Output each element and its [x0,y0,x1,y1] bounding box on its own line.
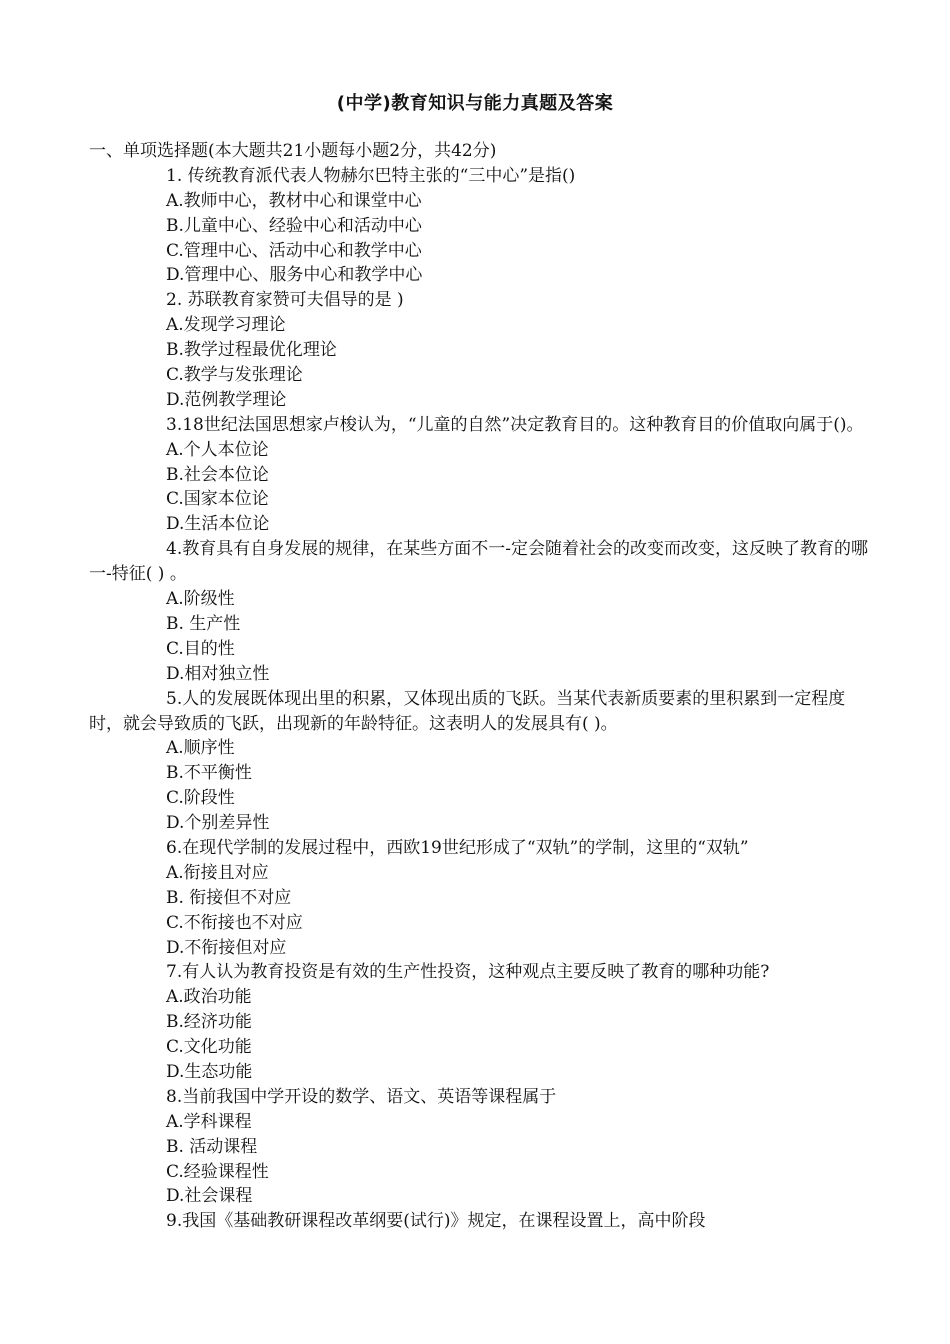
option: C.目的性 [166,638,235,659]
option: B.儿童中心、经验中心和活动中心 [166,215,422,236]
option: D.生活本位论 [166,514,270,535]
option: A.衔接且对应 [166,862,269,883]
option: B.教学过程最优化理论 [166,340,337,361]
option: A.发现学习理论 [166,315,286,336]
question-6: 6.在现代学制的发展过程中，西欧19世纪形成了“双轨”的学制，这里的“双轨” [166,838,749,859]
question-9: 9.我国《基础教研课程改革纲要(试行)》规定，在课程设置上，高中阶段 [166,1211,706,1232]
option: B. 衔接但不对应 [166,887,292,908]
question-2: 2. 苏联教育家赞可夫倡导的是 ) [166,290,404,311]
option: C.管理中心、活动中心和教学中心 [166,240,422,261]
option: B. 生产性 [166,613,241,634]
question-4: 4.教育具有自身发展的规律，在某些方面不一-定会随着社会的改变而改变，这反映了教育的哪一-特征( ) 。 [89,539,868,585]
option: D.不衔接但对应 [166,937,287,958]
option: B. 活动课程 [166,1136,258,1157]
option: A.教师中心，教材中心和课堂中心 [166,190,422,211]
option: A.阶级性 [166,589,235,610]
option: D.个别差异性 [166,813,270,834]
option: D.管理中心、服务中心和教学中心 [166,265,423,286]
option: D.生态功能 [166,1062,253,1083]
option: D.相对独立性 [166,663,270,684]
option: A.政治功能 [166,987,252,1008]
question-5: 5.人的发展既体现出里的积累，又体现出质的飞跃。当某代表新质要素的里积累到一定程度时，就会导致质的飞跃，出现新的年龄特征。这表明人的发展具有( )。 [89,688,846,734]
option: B.社会本位论 [166,464,269,485]
document-body [89,139,869,1234]
option: C.阶段性 [166,788,235,809]
option: C.教学与发张理论 [166,365,303,386]
section-heading: 一、单项选择题(本大题共21小题每小题2分，共42分) [89,141,497,161]
option: C.经验课程性 [166,1161,269,1182]
option: C.不衔接也不对应 [166,912,303,933]
question-8: 8.当前我国中学开设的数学、语文、英语等课程属于 [166,1086,557,1107]
option: D.社会课程 [166,1186,253,1207]
option: A.学科课程 [166,1111,252,1132]
question-1: 1. 传统教育派代表人物赫尔巴特主张的“三中心”是指() [166,165,576,186]
option: B.不平衡性 [166,763,252,784]
option: C.国家本位论 [166,489,269,510]
question-7: 7.有人认为教育投资是有效的生产性投资，这种观点主要反映了教育的哪种功能? [166,962,770,983]
option: B.经济功能 [166,1012,252,1033]
option: A.顺序性 [166,738,235,759]
option: D.范例教学理论 [166,389,287,410]
option: A.个人本位论 [166,439,269,460]
question-3: 3.18世纪法国思想家卢梭认为，“儿童的自然”决定教育目的。这种教育目的价值取向属于()。 [166,414,864,435]
document-title: (中学)教育知识与能力真题及答案 [336,93,614,114]
option: C.文化功能 [166,1037,252,1058]
